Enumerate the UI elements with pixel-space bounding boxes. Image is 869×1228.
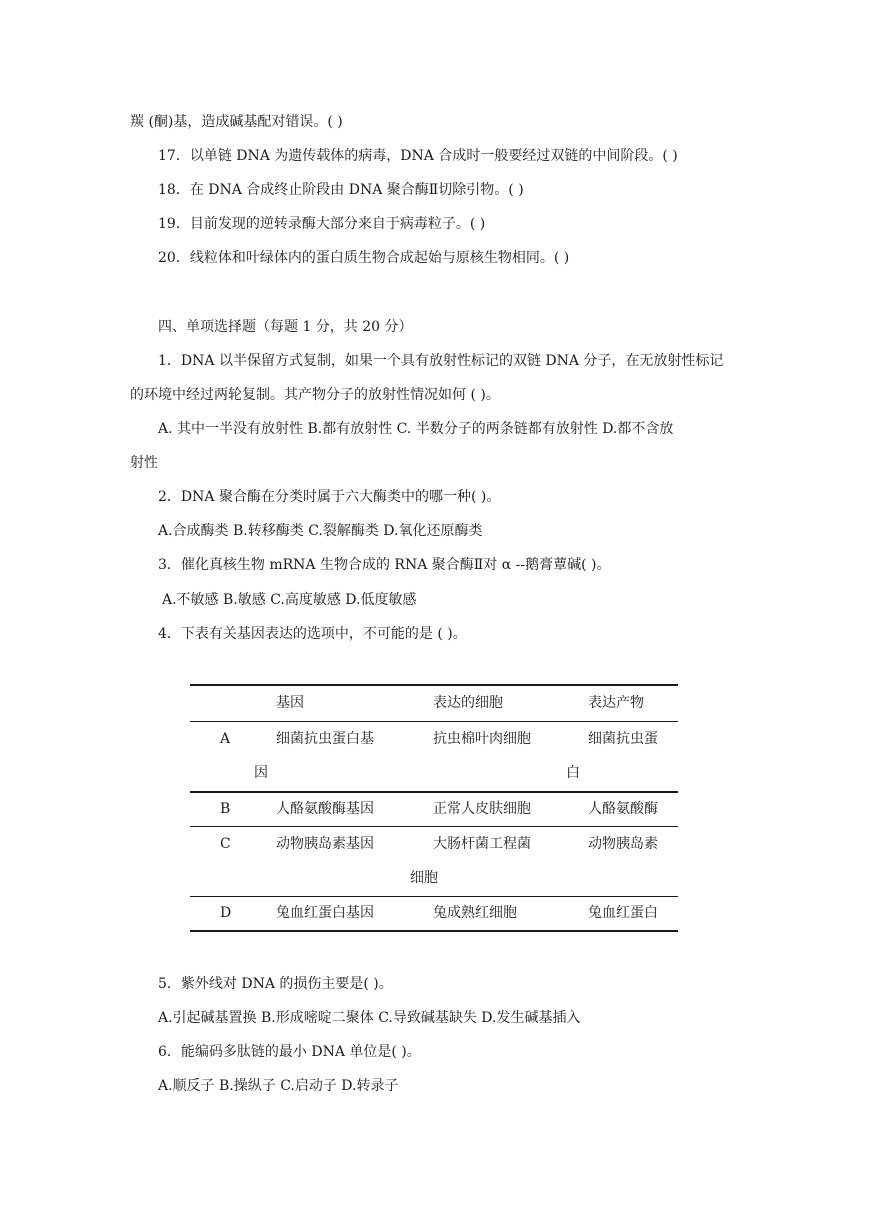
row-label: C: [220, 836, 231, 852]
question-5: 5．紫外线对 DNA 的损伤主要是( )。: [158, 976, 393, 992]
question-19: 19．目前发现的逆转录酶大部分来自于病毒粒子。( ): [158, 216, 486, 232]
section-heading: 四、单项选择题（每题 1 分，共 20 分）: [158, 319, 413, 335]
row-gene-wrap: 因: [254, 765, 268, 781]
question-1: 1．DNA 以半保留方式复制，如果一个具有放射性标记的双链 DNA 分子，在无放射性标记: [158, 353, 724, 369]
row-label: A: [220, 731, 231, 747]
question-1-options-cont: 射性: [130, 455, 158, 471]
question-3-options: A.不敏感 B.敏感 C.高度敏感 D.低度敏感: [162, 592, 417, 608]
row-cell: 正常人皮肤细胞: [433, 801, 531, 817]
table-header-cell: 表达的细胞: [433, 695, 503, 711]
row-label: B: [220, 801, 231, 817]
row-gene: 人酪氨酸酶基因: [276, 801, 374, 817]
row-gene: 动物胰岛素基因: [276, 836, 374, 852]
gene-expression-table: [190, 684, 678, 932]
table-header-rule: [190, 721, 678, 722]
row-product: 人酪氨酸酶: [588, 801, 658, 817]
question-1-options: A. 其中一半没有放射性 B.都有放射性 C. 半数分子的两条链都有放射性 D.都不含放: [158, 421, 674, 437]
question-2: 2．DNA 聚合酶在分类时属于六大酶类中的哪一种( )。: [158, 489, 501, 505]
question-4: 4．下表有关基因表达的选项中，不可能的是 ( )。: [158, 626, 467, 642]
table-row-rule: [190, 826, 678, 827]
row-cell: 兔成熟红细胞: [433, 905, 517, 921]
table-header-product: 表达产物: [588, 695, 644, 711]
question-3: 3．催化真核生物 mRNA 生物合成的 RNA 聚合酶Ⅱ对 α --鹅膏蕈碱( )。: [158, 557, 611, 573]
row-cell-wrap: 细胞: [410, 870, 438, 886]
question-6-options: A.顺反子 B.操纵子 C.启动子 D.转录子: [158, 1078, 399, 1094]
row-label: D: [220, 905, 232, 921]
question-2-options: A.合成酶类 B.转移酶类 C.裂解酶类 D.氧化还原酶类: [158, 523, 483, 539]
text-line: 羰 (酮)基，造成碱基配对错误。( ): [130, 114, 343, 130]
question-18: 18．在 DNA 合成终止阶段由 DNA 聚合酶Ⅱ切除引物。( ): [158, 182, 524, 198]
row-product: 动物胰岛素: [588, 836, 658, 852]
row-cell: 大肠杆菌工程菌: [433, 836, 531, 852]
row-cell: 抗虫棉叶肉细胞: [433, 731, 531, 747]
question-5-options: A.引起碱基置换 B.形成嘧啶二聚体 C.导致碱基缺失 D.发生碱基插入: [158, 1010, 581, 1026]
row-product: 兔血红蛋白: [588, 905, 658, 921]
row-gene: 细菌抗虫蛋白基: [276, 731, 374, 747]
table-bottom-rule: [190, 930, 678, 932]
question-20: 20．线粒体和叶绿体内的蛋白质生物合成起始与原核生物相同。( ): [158, 250, 570, 266]
row-gene: 兔血红蛋白基因: [276, 905, 374, 921]
table-top-rule: [190, 684, 678, 686]
table-row-rule: [190, 791, 678, 793]
question-1-cont: 的环境中经过两轮复制。其产物分子的放射性情况如何 ( )。: [130, 387, 500, 403]
question-17: 17．以单链 DNA 为遗传载体的病毒，DNA 合成时一般要经过双链的中间阶段。( ): [158, 148, 678, 164]
row-product: 细菌抗虫蛋: [588, 731, 658, 747]
table-header-gene: 基因: [276, 695, 304, 711]
table-row-rule: [190, 896, 678, 897]
question-6: 6．能编码多肽链的最小 DNA 单位是( )。: [158, 1044, 421, 1060]
row-product-wrap: 白: [566, 765, 580, 781]
